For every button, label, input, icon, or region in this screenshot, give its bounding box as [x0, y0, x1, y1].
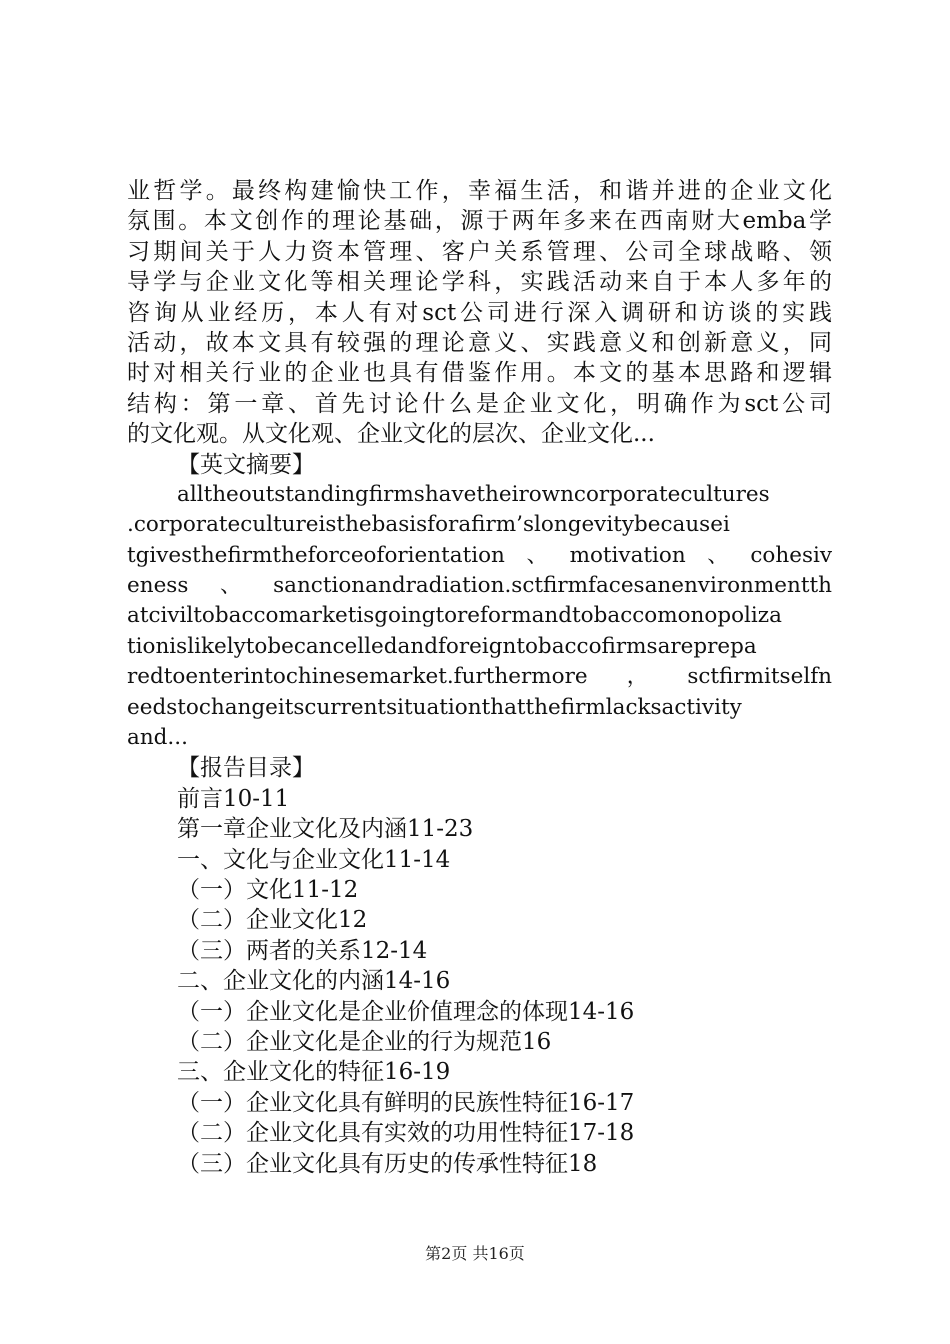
- toc-item: （一）文化11-12: [177, 876, 359, 903]
- cn-abstract-line: 咨询从业经历，本人有对sct公司进行深入调研和访谈的实践: [127, 299, 832, 326]
- cn-abstract-line: 业哲学。最终构建愉快工作，幸福生活，和谐并进的企业文化: [127, 178, 832, 204]
- cn-abstract-line: 时对相关行业的企业也具有借鉴作用。本文的基本思路和逻辑: [127, 360, 832, 387]
- en-abstract-line: eedstochangeitscurrentsituationthatthefirmlacksactivity: [127, 694, 742, 720]
- en-abstract-line: eness、sanctionandradiation.sctfirmfacesanenvironmentth: [127, 573, 832, 599]
- toc-item: 三、企业文化的特征16-19: [177, 1059, 451, 1086]
- toc-item: 第一章企业文化及内涵11-23: [177, 816, 474, 843]
- toc-item: （二）企业文化是企业的行为规范16: [177, 1028, 552, 1055]
- toc-item: （三）企业文化具有历史的传承性特征18: [177, 1150, 598, 1177]
- cn-abstract-line: 活动，故本文具有较强的理论意义、实践意义和创新意义，同: [127, 329, 832, 356]
- toc-item: （三）两者的关系12-14: [177, 937, 428, 964]
- en-abstract-line: atciviltobaccomarketisgoingtoreformandtobaccomonopoliza: [127, 603, 782, 629]
- cn-abstract-line: 习期间关于人力资本管理、客户关系管理、公司全球战略、领: [127, 238, 832, 265]
- en-abstract-line: .corporatecultureisthebasisforafirm’slongevitybecausei: [127, 512, 730, 538]
- toc-item: 前言10-11: [177, 785, 290, 812]
- cn-abstract-line: 氛围。本文创作的理论基础，源于两年多来在西南财大emba学: [127, 208, 832, 235]
- toc-item: （二）企业文化12: [177, 907, 368, 934]
- en-abstract-line: tionislikelytobecancelledandforeigntobaccofirmsareprepa: [127, 633, 757, 659]
- en-abstract-heading: 【英文摘要】: [177, 451, 315, 478]
- page-footer: 第2页 共16页: [425, 1244, 525, 1263]
- en-abstract-line: redtoenterintochinesemarket.furthermore，sctfirmitselfn: [127, 664, 832, 690]
- page-content: [127, 176, 832, 1179]
- cn-abstract-line: 的文化观。从文化观、企业文化的层次、企业文化...: [127, 421, 655, 448]
- toc-item: 二、企业文化的内涵14-16: [177, 968, 451, 995]
- cn-abstract-line: 导学与企业文化等相关理论学科，实践活动来自于本人多年的: [127, 269, 832, 296]
- toc-item: （一）企业文化是企业价值理念的体现14-16: [177, 998, 635, 1025]
- cn-abstract-line: 结构：第一章、首先讨论什么是企业文化，明确作为sct公司: [127, 390, 832, 417]
- en-abstract-line: tgivesthefirmtheforceoforientation、motivation、cohesiv: [127, 542, 832, 568]
- en-abstract-line: and...: [127, 725, 188, 751]
- toc-item: （二）企业文化具有实效的功用性特征17-18: [177, 1120, 635, 1147]
- toc-item: （一）企业文化具有鲜明的民族性特征16-17: [177, 1089, 635, 1116]
- toc-item: 一、文化与企业文化11-14: [177, 846, 451, 873]
- en-abstract-line: alltheoutstandingfirmshavetheirowncorporatecultures: [177, 481, 770, 507]
- toc-heading: 【报告目录】: [177, 755, 315, 782]
